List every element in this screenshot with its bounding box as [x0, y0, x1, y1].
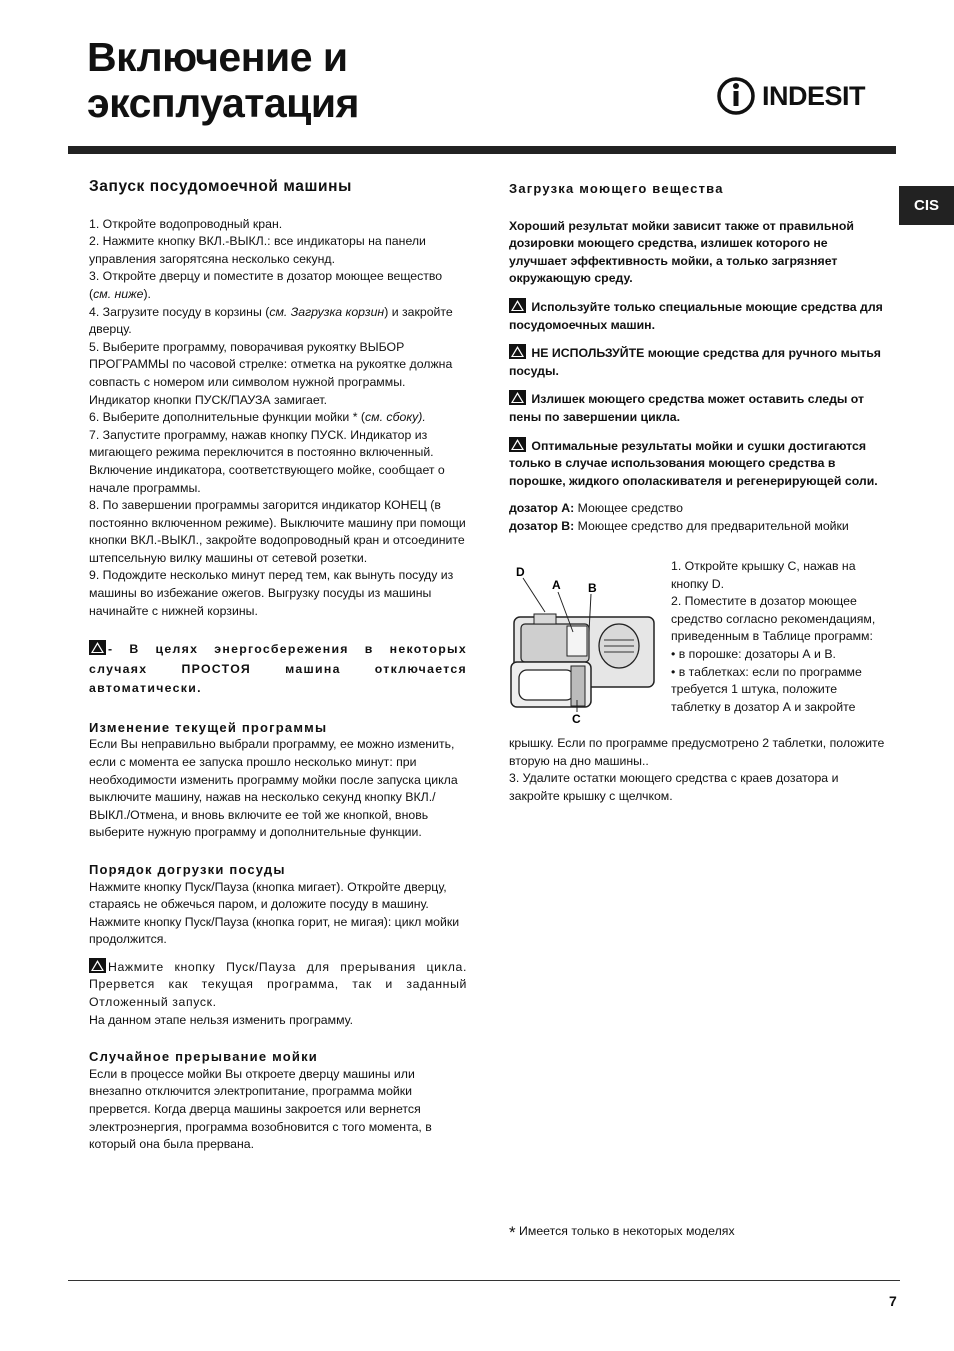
change-program-heading: Изменение текущей программы — [89, 719, 328, 735]
label-b: B — [588, 581, 597, 595]
label-a: A — [552, 578, 561, 592]
header-rule — [68, 146, 896, 154]
page-title-line2: эксплуатация — [87, 80, 359, 126]
step-8: 8. По завершении программы загорится индикатор КОНЕЦ (в постоянно включенном режиме). Выключите машину при помощи кнопки ВКЛ.-ВЫКЛ., закройте водопроводный кран и отсоедините штепсельную вилку машины от сетевой розетки. — [89, 498, 466, 565]
fig-step-2: 2. Поместите в дозатор моющее средство согласно рекомендациям, приведенным в Таблице программ: — [671, 594, 876, 644]
step-7: 7. Запустите программу, нажав кнопку ПУСК. Индикатор из мигающего режима переключится в постоянно включенный. Включение индикатора, соответствующего мойке, сообщает о начале программы. — [89, 427, 445, 495]
warning-icon — [509, 344, 526, 359]
warning-2: НЕ ИСПОЛЬЗУЙТЕ моющие средства для ручного мытья посуды. — [509, 346, 881, 378]
warning-icon — [509, 298, 526, 313]
label-d: D — [516, 565, 525, 579]
language-tab: CIS — [899, 186, 954, 225]
step-4: 4. Загрузите посуду в корзины (см. Загрузка корзин) и закройте дверцу. — [89, 304, 453, 337]
label-c: C — [572, 712, 581, 726]
interruption-text: Если в процессе мойки Вы откроете дверцу машины или внезапно отключится электропитание, программа мойки прервется. Когда дверца машины закроется или вернется электроэнергия, программа возобновится с того момента, в который она была прервана. — [89, 1066, 432, 1152]
warning-4: Оптимальные результаты мойки и сушки достигаются только в случае использования моющего средства в порошке, жидкого ополаскивателя и регенерирующей соли. — [509, 438, 878, 488]
warning-icon — [89, 640, 106, 655]
step-6: 6. Выберите дополнительные функции мойки * (см. сбоку). — [89, 410, 426, 425]
warning-icon — [509, 437, 526, 452]
fig-step-powder: • в порошке: дозаторы А и В. — [671, 646, 836, 661]
warning-1: Используйте только специальные моющие средства для посудомоечных машин. — [509, 299, 883, 332]
add-dishes-heading: Порядок догрузки посуды — [89, 861, 286, 877]
page-title — [87, 34, 359, 126]
brand-name: INDESIT — [762, 80, 866, 111]
energy-note: - В целях энергосбережения в некоторых случаях ПРОСТОЯ машина отключается автоматически. — [89, 642, 467, 696]
footnote-text: Имеется только в некоторых моделях — [515, 1224, 735, 1238]
page-number: 7 — [889, 1293, 897, 1309]
left-column — [89, 178, 467, 1154]
dispenser-b: дозатор B: Моющее средство для предварительной мойки — [509, 518, 849, 533]
fig-step-tablets: • в таблетках: если по программе требуется 1 штука, положите таблетку в дозатор А и закройте — [671, 664, 862, 714]
pause-note: Нажмите кнопку Пуск/Пауза для прерывания цикла. Прервется как текущая программа, так и заданный Отложенный запуск. — [89, 959, 467, 1010]
start-heading: Запуск посудомоечной машины — [89, 178, 352, 195]
figure-instructions — [671, 558, 889, 716]
detergent-heading: Загрузка моющего вещества — [509, 181, 724, 196]
step-5: 5. Выберите программу, поворачивая рукоятку ВЫБОР ПРОГРАММЫ по часовой стрелке: отметка на рукоятке должна совпасть с номером или символом нужной программы. Индикатор кнопки ПУСК/ПАУЗА замигает. — [89, 339, 453, 407]
warning-3: Излишек моющего средства может оставить следы от пены по завершении цикла. — [509, 392, 865, 424]
fig-step-3: 3. Удалите остатки моющего средства с краев дозатора и закройте крышку с щелчком. — [509, 771, 839, 803]
dispenser-a: дозатор A: Моющее средство — [509, 501, 683, 516]
interruption-heading: Случайное прерывание мойки — [89, 1049, 318, 1065]
dispenser-diagram — [509, 562, 659, 727]
warning-icon — [509, 390, 526, 405]
brand-logo — [716, 76, 865, 116]
step-9: 9. Подождите несколько минут перед тем, как вынуть посуду из машины во избежание ожегов. Выгрузку посуды из машины начинайте с нижней корзины. — [89, 568, 454, 618]
footnote — [509, 1223, 735, 1243]
change-program-text: Если Вы неправильно выбрали программу, ее можно изменить, если с момента ее запуска прошло несколько минут: при необходимости изменить программу мойки после запуска цикла выключите машину, нажав на несколько секунд кнопку ВКЛ./ВЫКЛ./Отмена, и вновь включите ее той же кнопкой, вновь выберите нужную программу и дополнительные функции. — [89, 737, 458, 840]
fig-step-1: 1. Откройте крышку С, нажав на кнопку D. — [671, 559, 856, 591]
step-1: 1. Откройте водопроводный кран. — [89, 216, 283, 231]
page-title-line1: Включение и — [87, 34, 348, 80]
warning-icon — [89, 958, 106, 973]
right-column — [509, 180, 887, 536]
after-figure-text — [509, 735, 889, 805]
add-dishes-text: Нажмите кнопку Пуск/Пауза (кнопка мигает). Откройте дверцу, стараясь не обжечься паром, и доложите посуду в машину. Нажмите кнопку Пуск/Пауза (кнопка горит, не мигая): цикл мойки продолжится. — [89, 879, 460, 947]
footnote-star: * — [509, 1223, 516, 1242]
indesit-logo-icon — [716, 76, 756, 116]
step-2: 2. Нажмите кнопку ВКЛ.-ВЫКЛ.: все индикаторы на панели управления загорятсяна несколько секунд. — [89, 234, 426, 266]
detergent-intro: Хороший результат мойки зависит также от правильной дозировки моющего средства, излишек которого не улучшает эффективность мойки, а только загрязняет окружающую среду. — [509, 218, 854, 286]
fig-step-tablets-cont: крышку. Если по программе предусмотрено 2 таблетки, положите вторую на дно машины.. — [509, 736, 885, 768]
footer-rule — [68, 1280, 900, 1281]
pause-note-2: На данном этапе нельзя изменить программу. — [89, 1012, 354, 1027]
step-3: 3. Откройте дверцу и поместите в дозатор моющее вещество (см. ниже). — [89, 269, 443, 301]
